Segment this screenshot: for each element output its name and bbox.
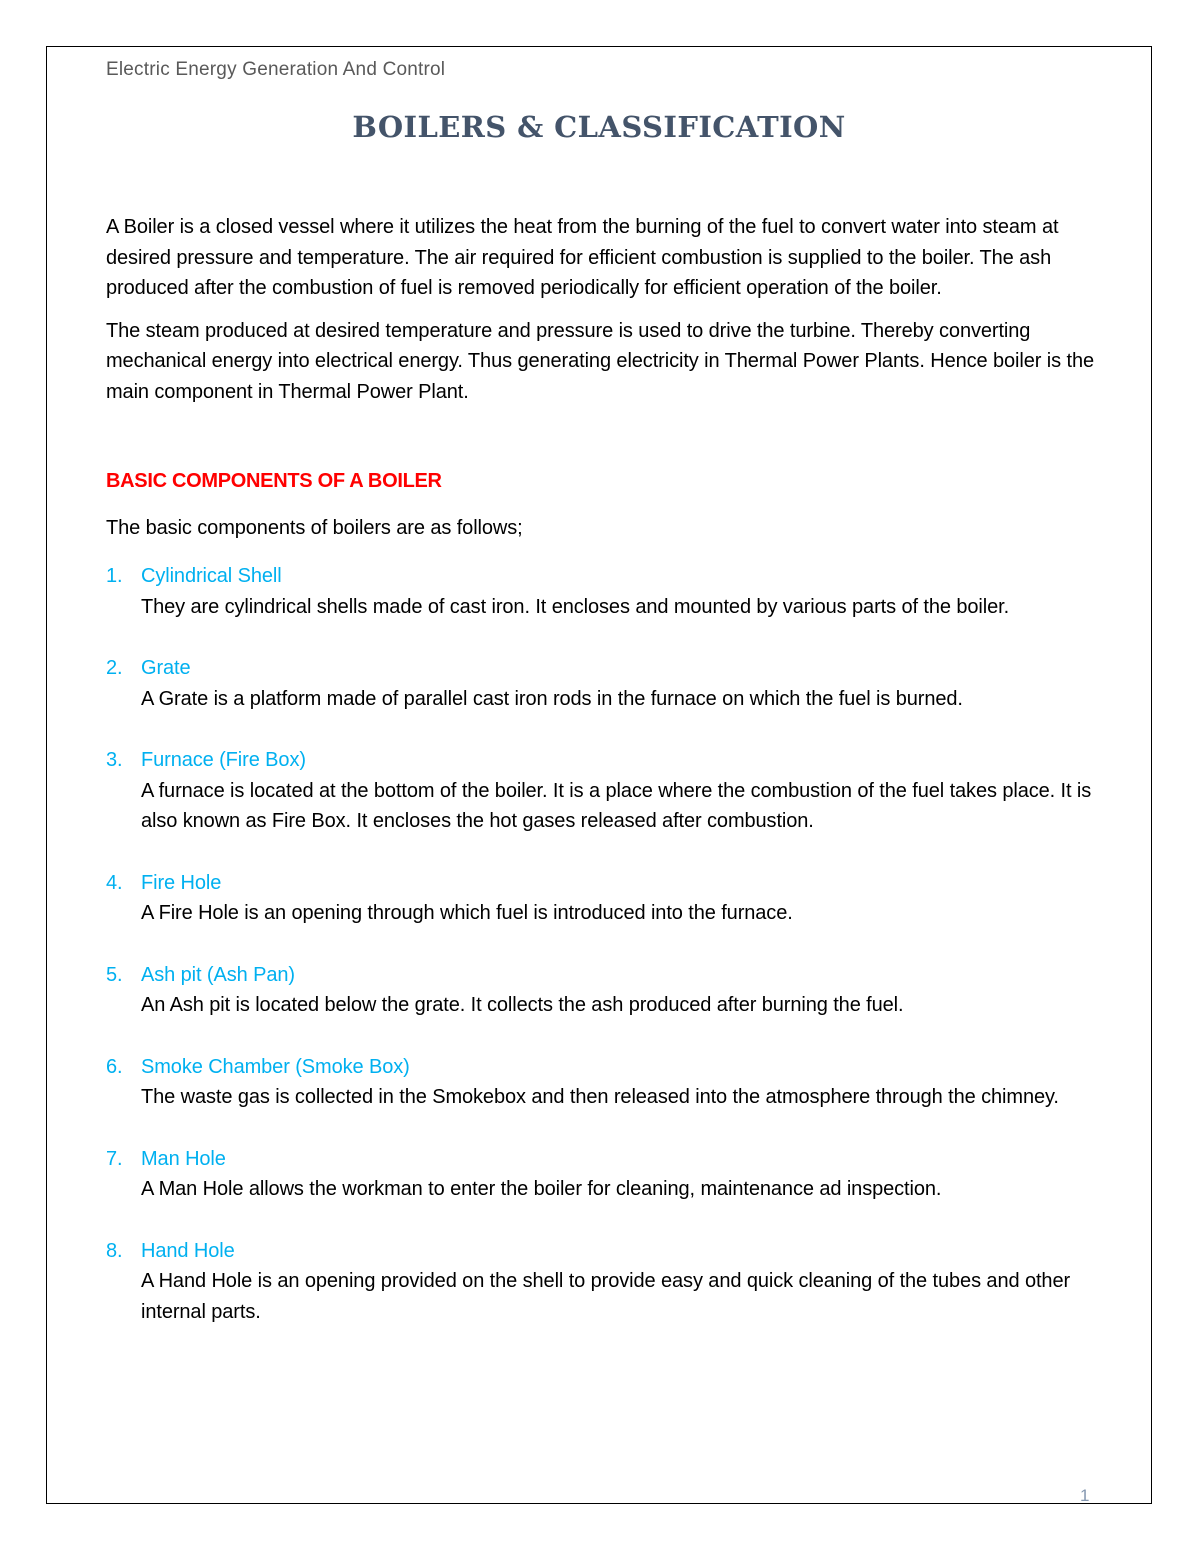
list-item-number: 1. (106, 565, 123, 587)
list-item (106, 960, 1106, 1021)
list-item-title: Cylindrical Shell (141, 565, 282, 587)
list-item-title: Grate (141, 657, 191, 679)
list-item-title: Furnace (Fire Box) (141, 749, 306, 771)
list-item-number: 4. (106, 871, 123, 894)
running-header: Electric Energy Generation And Control (106, 59, 446, 80)
list-item-description: A Hand Hole is an opening provided on the shell to provide easy and quick cleaning of the tubes and other internal parts. (141, 1270, 1071, 1323)
list-item-description: A Man Hole allows the workman to enter the boiler for cleaning, maintenance ad inspection. (141, 1178, 942, 1200)
list-item (106, 745, 1106, 837)
list-item-number: 2. (106, 657, 123, 679)
list-item-description: They are cylindrical shells made of cast iron. It encloses and mounted by various parts of the boiler. (141, 595, 1010, 618)
list-item-number: 6. (106, 1055, 123, 1078)
list-item-title: Man Hole (141, 1147, 226, 1170)
intro-paragraph-1: A Boiler is a closed vessel where it utilizes the heat from the burning of the fuel to convert water into steam at desired pressure and temperature. The air required for efficient combustion is supplied to the boiler. The ash produced after the combustion of fuel is removed periodically for efficient operation of the boiler. (106, 216, 1059, 299)
list-item-title: Ash pit (Ash Pan) (141, 963, 295, 986)
list-item-title: Hand Hole (141, 1239, 235, 1262)
page-title: BOILERS & CLASSIFICATION (352, 110, 846, 144)
list-item (106, 653, 1106, 714)
list-item-description: A Fire Hole is an opening through which fuel is introduced into the furnace. (141, 902, 793, 924)
list-item-description: The waste gas is collected in the Smokebox and then released into the atmosphere through the chimney. (141, 1086, 1059, 1108)
list-item-number: 7. (106, 1147, 123, 1170)
list-item-number: 5. (106, 963, 123, 986)
list-item (106, 1052, 1106, 1113)
list-item-number: 3. (106, 749, 123, 771)
section-intro: The basic components of boilers are as follows; (106, 516, 523, 539)
section-heading: BASIC COMPONENTS OF A BOILER (106, 470, 442, 492)
list-item (106, 1144, 1106, 1205)
page-number: 1 (1080, 1486, 1090, 1505)
intro-paragraph-2: The steam produced at desired temperature and pressure is used to drive the turbine. Thereby converting mechanical energy into electrical energy. Thus generating electricity in Thermal Power Plants. Hence boiler is the main component in Thermal Power Plant. (106, 319, 1094, 403)
list-item-number: 8. (106, 1239, 123, 1262)
list-item (106, 561, 1106, 622)
document-body (106, 212, 1106, 1358)
list-item-title: Smoke Chamber (Smoke Box) (141, 1055, 410, 1078)
list-item-description: A furnace is located at the bottom of the boiler. It is a place where the combustion of the fuel takes place. It is also known as Fire Box. It encloses the hot gases released after combustion. (141, 779, 1092, 832)
list-item-title: Fire Hole (141, 871, 222, 894)
components-list (106, 561, 1106, 1327)
list-item-description: A Grate is a platform made of parallel cast iron rods in the furnace on which the fuel is burned. (141, 687, 963, 710)
list-item (106, 1236, 1106, 1328)
list-item (106, 868, 1106, 929)
list-item-description: An Ash pit is located below the grate. It collects the ash produced after burning the fuel. (141, 994, 904, 1016)
